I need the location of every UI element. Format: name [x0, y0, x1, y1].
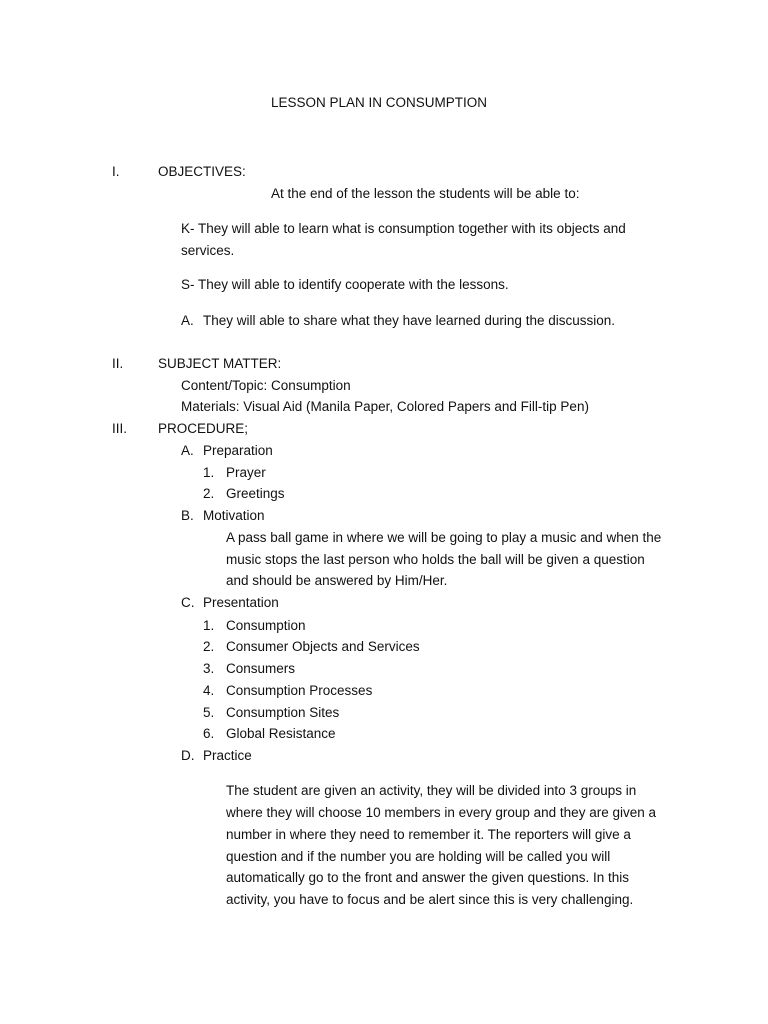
- practice-text-line: automatically go to the front and answer the given questions. In this: [226, 870, 629, 885]
- list-item: Global Resistance: [226, 726, 336, 741]
- list-item: Prayer: [226, 465, 266, 480]
- list-item-number: 6.: [203, 726, 215, 741]
- presentation-marker: C.: [181, 595, 195, 610]
- objectives-intro: At the end of the lesson the students will be able to:: [271, 186, 580, 201]
- motivation-marker: B.: [181, 508, 194, 523]
- objective-k-line-1: K- They will able to learn what is consumption together with its objects and: [181, 221, 626, 236]
- section-numeral-procedure: III.: [112, 421, 128, 436]
- motivation-text-line: and should be answered by Him/Her.: [226, 573, 448, 588]
- practice-text-line: The student are given an activity, they will be divided into 3 groups in: [226, 783, 637, 798]
- motivation-text-line: music stops the last person who holds the ball will be given a question: [226, 552, 645, 567]
- list-item-number: 2.: [203, 486, 215, 501]
- objective-k-line-2: services.: [181, 243, 235, 258]
- list-item: Consumers: [226, 661, 296, 676]
- list-item-number: 2.: [203, 639, 215, 654]
- list-item: Consumption: [226, 618, 306, 633]
- content-topic: Content/Topic: Consumption: [181, 378, 351, 393]
- practice-marker: D.: [181, 748, 195, 763]
- list-item: Consumption Sites: [226, 705, 340, 720]
- objective-a-text: They will able to share what they have learned during the discussion.: [203, 313, 615, 328]
- practice-text-line: where they will choose 10 members in every group and they are given a: [226, 805, 656, 820]
- presentation-label: Presentation: [203, 595, 279, 610]
- practice-text-line: number in where they need to remember it. The reporters will give a: [226, 827, 631, 842]
- objective-a-marker: A.: [181, 313, 194, 328]
- motivation-text-line: A pass ball game in where we will be going to play a music and when the: [226, 530, 662, 545]
- list-item: Greetings: [226, 486, 285, 501]
- procedure-heading: PROCEDURE;: [158, 421, 249, 436]
- section-numeral-objectives: I.: [112, 164, 120, 179]
- list-item-number: 5.: [203, 705, 215, 720]
- list-item: Consumption Processes: [226, 683, 373, 698]
- objectives-heading: OBJECTIVES:: [158, 164, 246, 179]
- preparation-label: Preparation: [203, 443, 273, 458]
- document-title: LESSON PLAN IN CONSUMPTION: [271, 95, 488, 110]
- materials: Materials: Visual Aid (Manila Paper, Colored Papers and Fill-tip Pen): [181, 399, 589, 414]
- objective-s: S- They will able to identify cooperate with the lessons.: [181, 277, 509, 292]
- list-item: Consumer Objects and Services: [226, 639, 420, 654]
- practice-label: Practice: [203, 748, 252, 763]
- subject-matter-heading: SUBJECT MATTER:: [158, 356, 282, 371]
- practice-text-line: question and if the number you are holding will be called you will: [226, 849, 611, 864]
- practice-text-line: activity, you have to focus and be alert since this is very challenging.: [226, 892, 634, 907]
- motivation-label: Motivation: [203, 508, 265, 523]
- list-item-number: 1.: [203, 618, 215, 633]
- list-item-number: 1.: [203, 465, 215, 480]
- section-numeral-subject-matter: II.: [112, 356, 124, 371]
- list-item-number: 4.: [203, 683, 215, 698]
- preparation-marker: A.: [181, 443, 194, 458]
- list-item-number: 3.: [203, 661, 215, 676]
